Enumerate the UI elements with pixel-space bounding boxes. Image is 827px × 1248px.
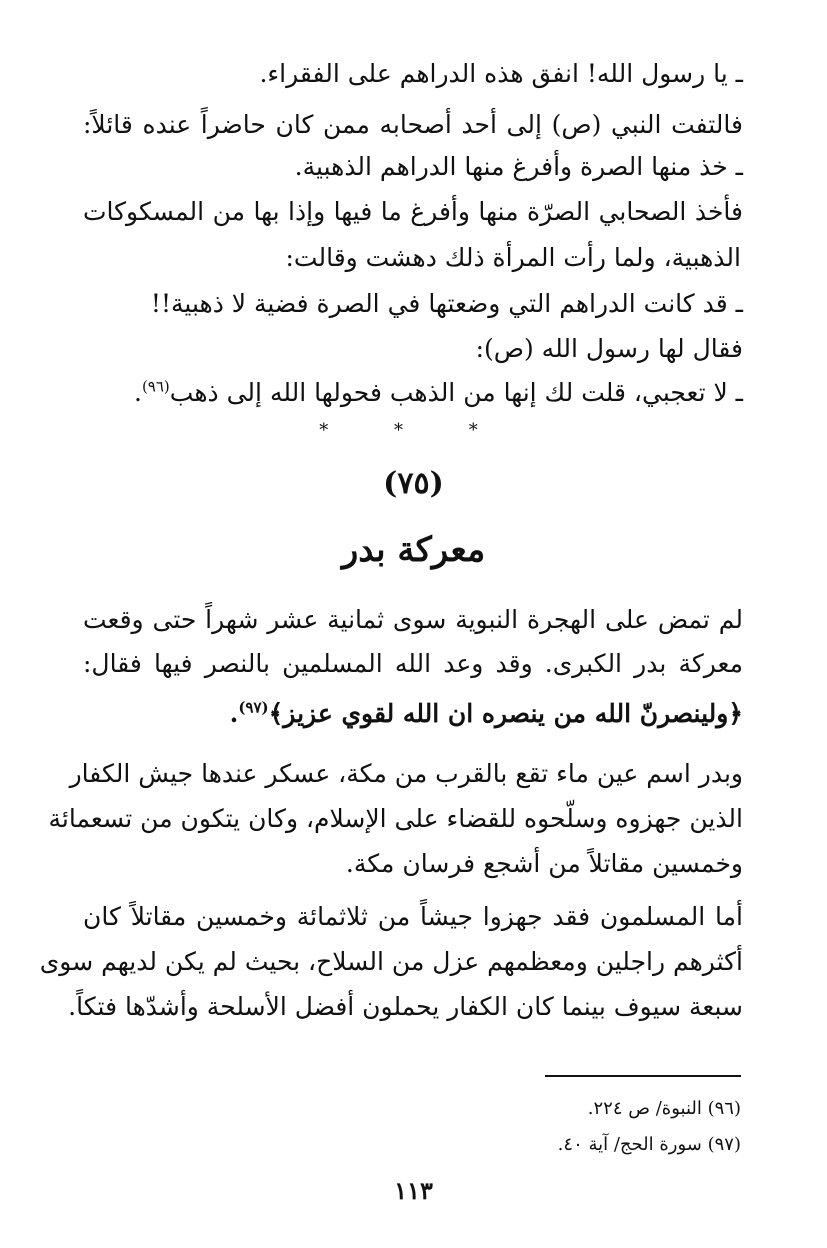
section-title: معركة بدر <box>341 530 486 570</box>
paragraph-line: وبدر اسم عين ماء تقع بالقرب من مكة، عسكر عندها جيش الكفار <box>69 759 743 788</box>
footnote-ref: (٩٧) <box>238 698 269 717</box>
section-separator: * * * <box>319 420 508 441</box>
text-line: ـ خذ منها الصرة وأفرغ منها الدراهم الذهبية. <box>294 152 743 181</box>
text-line-body: ـ لا تعجبي، قلت لك إنها من الذهب فحولها الله إلى ذهب <box>169 378 743 407</box>
paragraph-line: لم تمض على الهجرة النبوية سوى ثمانية عشر شهراً حتى وقعت <box>83 605 743 634</box>
text-line: ـ يا رسول الله! انفق هذه الدراهم على الفقراء. <box>259 59 743 88</box>
footnote: (٩٦) النبوة/ ص ٢٢٤. <box>587 1098 741 1119</box>
verse-end: . <box>229 699 239 728</box>
paragraph-line: وخمسين مقاتلاً من أشجع فرسان مكة. <box>345 849 743 878</box>
paragraph-line: معركة بدر الكبرى. وقد وعد الله المسلمين بالنصر فيها فقال: <box>83 649 743 678</box>
paragraph-line: الذين جهزوه وسلّحوه للقضاء على الإسلام، وكان يتكون من تسعمائة <box>48 804 743 833</box>
text-line: فقال لها رسول الله (ص): <box>475 334 743 363</box>
text-line: الذهبية، ولما رأت المرأة ذلك دهشت وقالت: <box>285 243 741 272</box>
paragraph-line: أكثرهم راجلين ومعظمهم عزل من السلاح، بحيث لم يكن لديهم سوى <box>39 947 743 976</box>
text-line: فالتفت النبي (ص) إلى أحد أصحابه ممن كان حاضراً عنده قائلاً: <box>83 110 743 139</box>
footnote-ref: (٩٦) <box>141 377 170 396</box>
text-line <box>83 371 743 415</box>
paragraph-line: سبعة سيوف بينما كان الكفار يحملون أفضل الأسلحة وأشدّها فتكاً. <box>68 992 743 1021</box>
page-number: ١١٣ <box>394 1176 433 1205</box>
text-line: ـ قد كانت الدراهم التي وضعتها في الصرة فضية لا ذهبية!! <box>150 289 743 318</box>
footnote: (٩٧) سورة الحج/ آية ٤٠. <box>557 1134 741 1155</box>
quran-verse <box>83 692 743 736</box>
text-line-end: . <box>133 378 142 407</box>
footnote-divider <box>545 1075 741 1077</box>
paragraph-line: أما المسلمون فقد جهزوا جيشاً من ثلاثمائة وخمسين مقاتلاً كان <box>83 902 743 931</box>
section-number: (٧٥) <box>383 466 444 501</box>
verse-text: ﴿ولينصرنّ الله من ينصره ان الله لقوي عزيز﴾ <box>268 699 743 728</box>
text-line: فأخذ الصحابي الصرّة منها وأفرغ ما فيها وإذا بها من المسكوكات <box>83 197 743 226</box>
